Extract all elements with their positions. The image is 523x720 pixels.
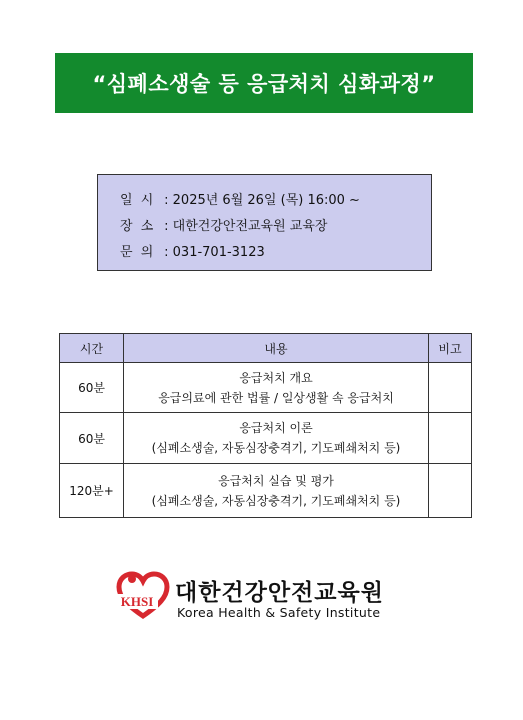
info-place-value: 대한건강안전교육원 교육장 (172, 219, 328, 234)
institute-logo (115, 570, 395, 625)
page-title-text: “심폐소생술 등 응급처치 심화과정” (92, 72, 436, 96)
info-contact-value: 031-701-3123 (172, 245, 265, 260)
info-place-sep: : (160, 219, 173, 234)
row-time: 60분 (60, 363, 124, 413)
header-time: 시간 (60, 334, 124, 363)
page-title (55, 53, 473, 113)
row-content-line: (심폐소생술, 자동심장충격기, 기도폐쇄처치 등) (151, 441, 401, 455)
row-note (429, 363, 472, 413)
info-date-value: 2025년 6월 26일 (목) 16:00 ~ (172, 193, 360, 208)
header-content: 내용 (124, 334, 429, 363)
info-contact-label: 문 의 (120, 245, 156, 260)
row-time: 60분 (60, 413, 124, 464)
event-info-box (97, 174, 432, 271)
row-content-line: 응급처치 실습 및 평가 (218, 473, 334, 488)
info-date (120, 188, 431, 214)
heart-logo-icon (115, 570, 171, 620)
row-content-line: 응급처치 개요 (239, 370, 313, 385)
row-time: 120분+ (60, 464, 124, 518)
row-content-line: 응급의료에 관한 법률 / 일상생활 속 응급처치 (158, 390, 394, 405)
table-row (60, 363, 472, 413)
institute-name-kr: 대한건강안전교육원 (175, 580, 384, 606)
row-content-line: (심폐소생술, 자동심장충격기, 기도폐쇄처치 등) (151, 493, 401, 508)
info-date-label: 일 시 (120, 193, 156, 208)
row-note (429, 413, 472, 464)
row-content (124, 464, 429, 518)
logo-mark-text: KHSI (120, 594, 154, 609)
row-note (429, 464, 472, 518)
info-place (120, 214, 431, 240)
header-note: 비고 (429, 334, 472, 363)
info-contact-sep: : (160, 245, 173, 260)
row-content-line: 응급처치 이론 (239, 421, 313, 435)
table-row (60, 464, 472, 518)
row-content (124, 363, 429, 413)
info-contact (120, 240, 431, 266)
row-content (124, 413, 429, 464)
institute-name-en: Korea Health & Safety Institute (177, 605, 381, 620)
table-row (60, 413, 472, 464)
info-place-label: 장 소 (120, 219, 156, 234)
info-date-sep: : (160, 193, 173, 208)
schedule-table (59, 333, 472, 518)
schedule-header-row (60, 334, 472, 363)
